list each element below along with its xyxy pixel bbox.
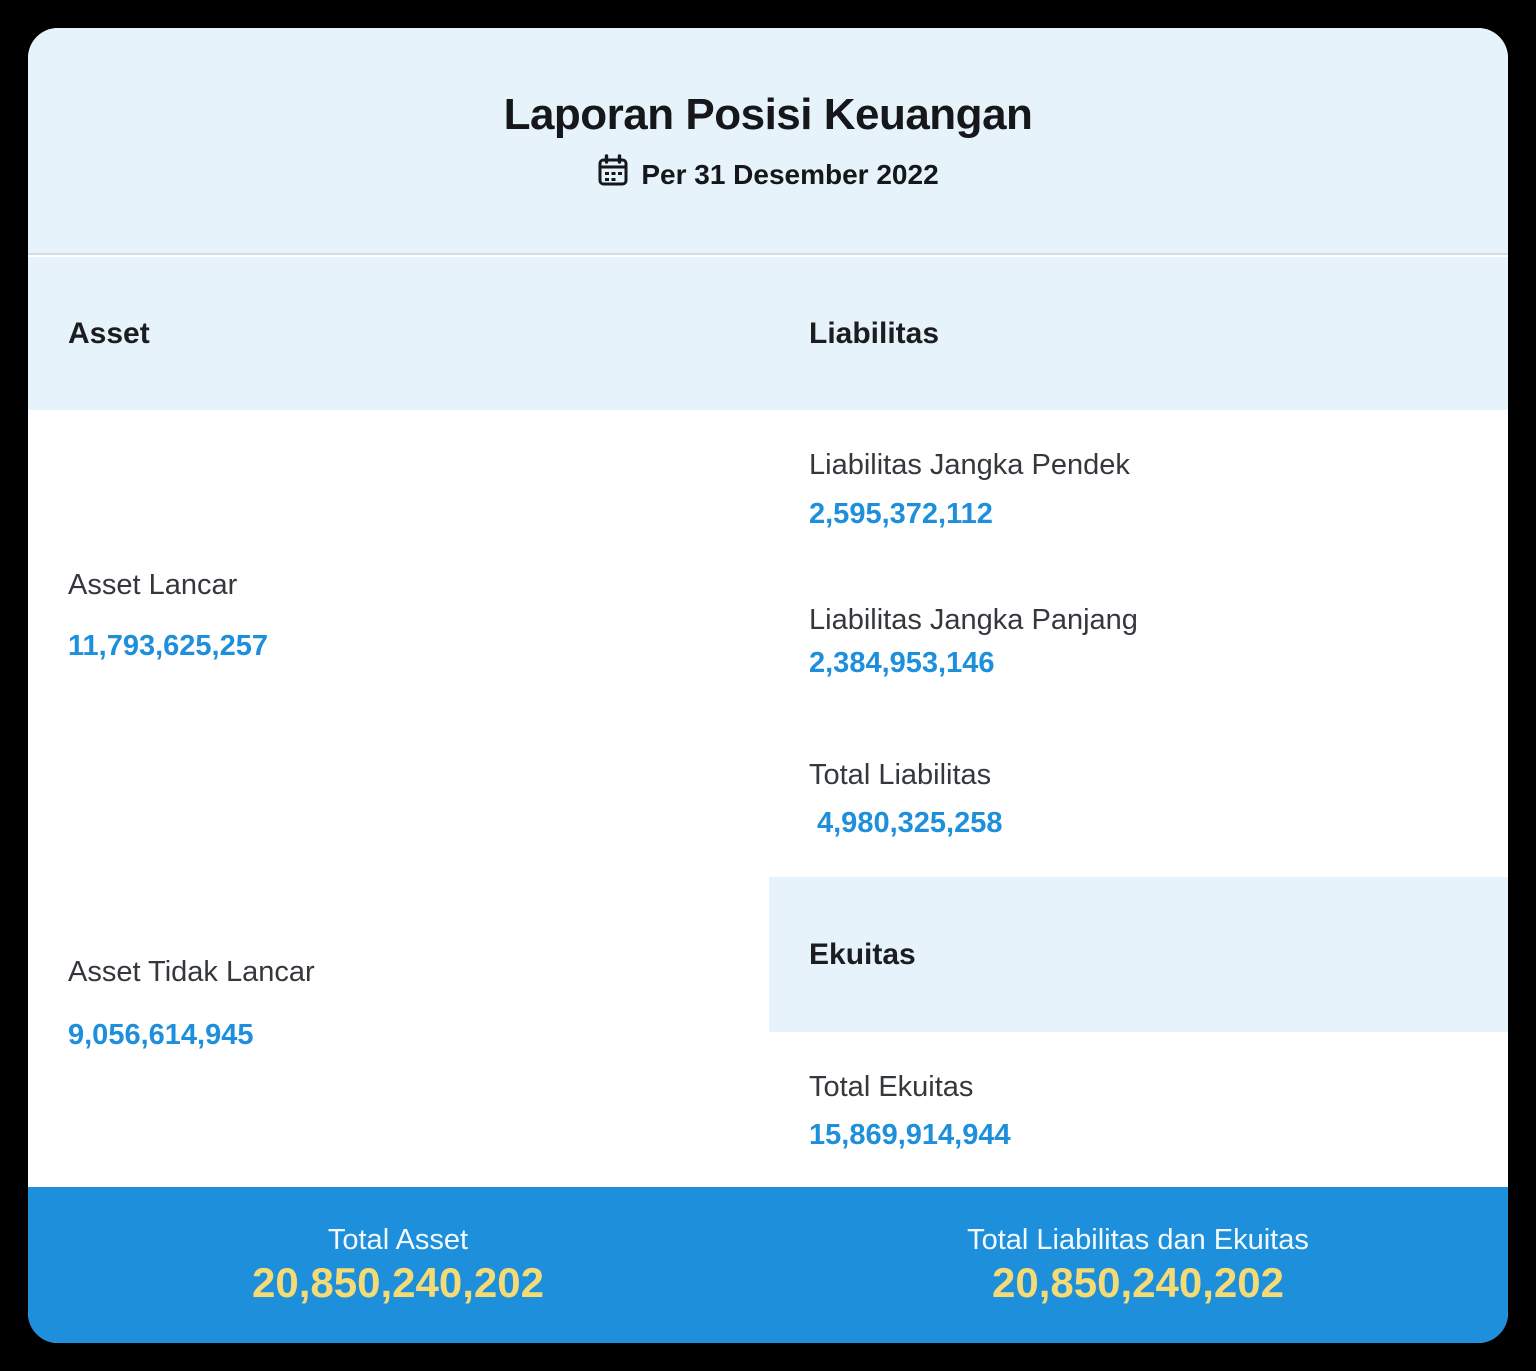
total-liabilitas-ekuitas-value: 20,850,240,202 xyxy=(992,1258,1284,1306)
balance-sheet-card xyxy=(28,28,1508,1343)
equity-section-band xyxy=(769,877,1508,1032)
liabilitas-jangka-panjang-value: 2,384,953,146 xyxy=(809,647,995,679)
liabilitas-jangka-panjang-label: Liabilitas Jangka Panjang xyxy=(809,604,1138,636)
report-header xyxy=(28,28,1508,255)
liabilities-section-header: Liabilitas xyxy=(809,316,940,350)
total-liabilitas-label: Total Liabilitas xyxy=(809,759,992,791)
total-ekuitas-value: 15,869,914,944 xyxy=(809,1119,1011,1151)
total-asset-label: Total Asset xyxy=(327,1223,469,1256)
section-header-band xyxy=(28,257,1508,410)
total-liabilitas-value: 4,980,325,258 xyxy=(817,807,1003,839)
asset-lancar-value: 11,793,625,257 xyxy=(68,630,268,662)
asset-lancar-label: Asset Lancar xyxy=(68,569,238,601)
page-title: Laporan Posisi Keuangan xyxy=(503,90,1033,139)
asset-tidak-lancar-value: 9,056,614,945 xyxy=(68,1019,254,1051)
assets-section-header: Asset xyxy=(68,316,150,350)
total-liabilitas-ekuitas-cell xyxy=(768,1187,1508,1343)
liabilitas-jangka-pendek-value: 2,595,372,112 xyxy=(809,498,993,530)
total-liabilitas-ekuitas-label: Total Liabilitas dan Ekuitas xyxy=(967,1223,1309,1256)
liabilitas-jangka-pendek-label: Liabilitas Jangka Pendek xyxy=(809,449,1130,481)
total-asset-cell xyxy=(28,1187,768,1343)
equity-section-header: Ekuitas xyxy=(809,937,916,971)
total-ekuitas-label: Total Ekuitas xyxy=(809,1071,974,1103)
calendar-icon xyxy=(597,154,629,195)
report-date-label: Per 31 Desember 2022 xyxy=(641,158,939,190)
asset-tidak-lancar-label: Asset Tidak Lancar xyxy=(68,956,315,988)
total-asset-value: 20,850,240,202 xyxy=(252,1258,544,1306)
report-date xyxy=(28,154,1508,195)
totals-bar xyxy=(28,1187,1508,1343)
